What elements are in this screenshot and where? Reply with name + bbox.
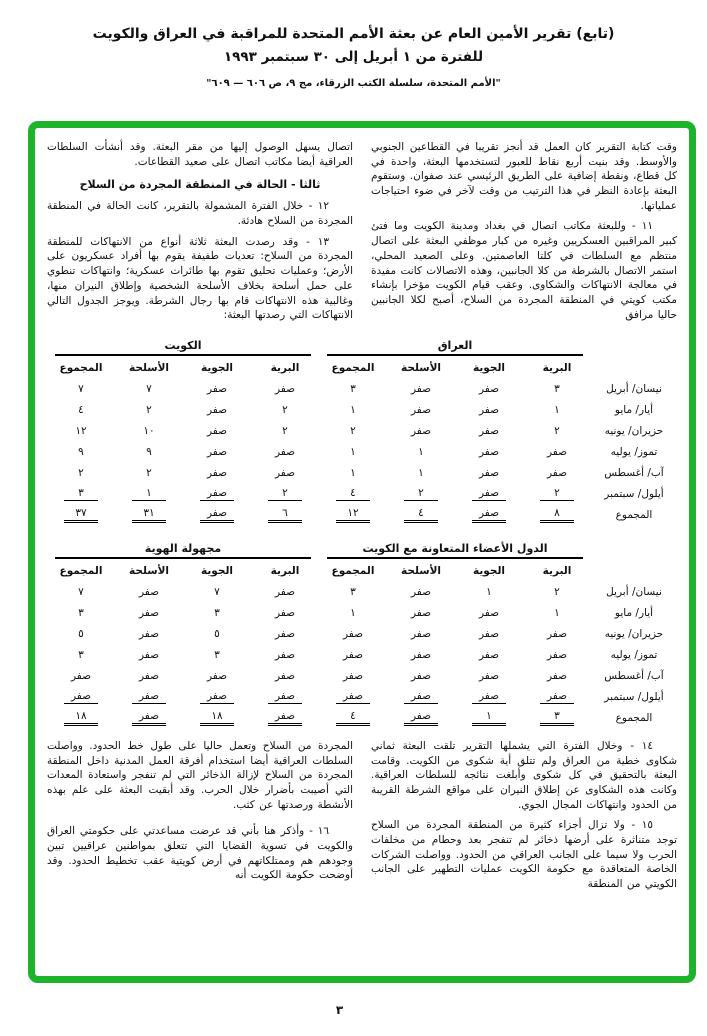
paragraph-16: ١٦ - وأذكر هنا بأني قد عرضت مساعدتي على حكومتي العراق والكويت في تسوية القضايا التي تتعلق بمواطنين عراقيين تبين وجودهم هم وممتلكاتهم في أرض كويتية عقب تخطيط الحدود. وقد أوضحت حكومة الكويت أنه [47,825,353,882]
table-cell [47,421,115,442]
cell-value: صفر [342,627,364,640]
cell-value: صفر [274,669,296,682]
table-cell [523,582,591,603]
paragraph-15: ١٥ - ولا تزال أجزاء كثيرة من المنطقة المجردة من السلاح توجد متناثرة على أرضها ذخائر لم تنفجر بعد وحطام من مخلفات الحرب ولا سيما على الجانب العراقي من الحدود. وواصلت الشركات الخاصة المتعاقدة مع حكومة الكويت عمليات التطهير على الجانب الكويتي من المنطقة [371,819,677,891]
table-cell [115,582,183,603]
cell-value: ٢ [554,585,560,598]
right-column-top [371,140,677,329]
cell-value: ١ [132,487,166,501]
table-cell [183,645,251,666]
left-column-top [47,140,353,329]
table-cell [319,582,387,603]
cell-value: ١ [350,606,356,619]
cell-value: ١ [418,445,424,458]
total-value: ٤ [336,710,370,726]
table-cell [523,645,591,666]
table-group-title-cell [47,333,319,357]
table-group-title-cell [47,536,319,560]
cell-value: صفر [132,690,166,704]
table-cell [455,624,523,645]
table-cell [251,484,319,505]
cell-value: ٣ [350,585,356,598]
month-label: تموز/ يوليه [610,649,658,662]
top-text-columns [47,140,677,329]
table-total-cell [251,708,319,729]
cell-value: صفر [410,648,432,661]
column-header: المجموع [59,361,103,374]
table-cell [387,582,455,603]
cell-value: صفر [206,669,228,682]
table-cell [47,624,115,645]
table-cell [115,421,183,442]
total-value: ٣ [540,710,574,726]
paragraph-11: ١١ - وللبعثة مكاتب اتصال في بغداد ومدينة الكويت وما فتئ كبير المراقبين العسكريين وغيره من كبار موظفي البعثة على اتصال منتظم مع السلطات في كلتا العاصمتين. وعلى الصعيد المحلي، استمر الاتصال بالشرطة من كلا الجانبين، وهذه الاتصالات كانت مفيدة في معالجة الانتهاكات والشكاوى. وعقب قيام الكويت مؤخرا بإنشاء مكتب كويتي في المنطقة المجردة من السلاح، أصبح لكلا الجانبين حاليا مرافق [371,220,677,321]
table-cell [251,379,319,400]
cell-value: صفر [478,445,500,458]
paragraph-11-continuation: اتصال يسهل الوصول إليها من مقر البعثة. وقد أنشأت السلطات العراقية أيضا مكاتب اتصال على صعيد القطاعات. [47,141,353,168]
cell-value: صفر [336,690,370,704]
table-cell [115,645,183,666]
page-number: ٣ [335,1003,344,1017]
total-value: ٣١ [132,507,166,523]
cell-value: ٤ [336,487,370,501]
cell-value: صفر [410,424,432,437]
table-cell [47,400,115,421]
cell-value: صفر [138,627,160,640]
table-cell [319,603,387,624]
cell-value: صفر [410,627,432,640]
table-group-title-cell [319,333,591,357]
cell-value: ٧ [78,382,84,395]
cell-value: ٥ [78,627,84,640]
table-cell [523,666,591,687]
table-cell [523,421,591,442]
table-cell [47,666,115,687]
table-cell [251,624,319,645]
table-total-cell [387,505,455,526]
table-cell [183,603,251,624]
table-cell [183,582,251,603]
table-cell [183,400,251,421]
table-total-cell [387,708,455,729]
cell-value: صفر [206,445,228,458]
table-cell [455,687,523,708]
table-cell [387,379,455,400]
table-cell [115,379,183,400]
table-group-title-cell [319,536,591,560]
table-cell [183,379,251,400]
table-cell [183,687,251,708]
table-cell [523,379,591,400]
cell-value: صفر [472,690,506,704]
table-total-cell [183,505,251,526]
cell-value: صفر [138,606,160,619]
table-cell [387,624,455,645]
cell-value: صفر [546,648,568,661]
cell-value: صفر [404,690,438,704]
table-cell [455,666,523,687]
cell-value: صفر [70,669,92,682]
table-cell [387,645,455,666]
table-cell [523,442,591,463]
table-cell [319,645,387,666]
table-cell [183,421,251,442]
cell-value: ٧ [146,382,152,395]
table-cell [183,442,251,463]
left-column-bottom [47,739,353,898]
cell-value: ١ [486,585,492,598]
cell-value: صفر [472,487,506,501]
cell-value: ١ [418,466,424,479]
column-header: الأسلحة [129,361,169,374]
month-column-spacer [591,333,677,357]
violations-table-iraq-kuwait [47,333,677,526]
table-group-title: مجهولة الهوية [55,542,311,559]
table-cell [455,421,523,442]
table-cell [455,400,523,421]
cell-value: ٣ [64,487,98,501]
month-label: حزيران/ يونيه [604,628,664,641]
table-group-title: العراق [327,339,583,356]
table-total-cell [319,505,387,526]
cell-value: ٢ [146,466,152,479]
cell-value: ١٢ [75,424,87,437]
cell-value: صفر [410,382,432,395]
cell-value: ٢ [146,403,152,416]
column-header: البرية [542,361,572,374]
paragraph-10-continuation: وقت كتابة التقرير كان العمل قد أنجز تقريبا في القطاعين الجنوبي والأوسط. وقد بنيت أربع نقاط للعبور لتستخدمها البعثة، واحدة في كل قطاع، ونقطة إضافية على الطريق الرئيسي عند صفوان. وستقوم البعثة بإعادة النظر في هذا الترتيب من وقت لآخر في ضوء احتياجات عملياتها. [371,141,677,212]
table-cell [523,687,591,708]
cell-value: صفر [274,382,296,395]
cell-value: ٢ [282,424,288,437]
table-cell [251,582,319,603]
section-heading-third: ثالثا - الحالة في المنطقة المجردة من السلاح [79,178,321,192]
table-cell [319,484,387,505]
table-cell [47,645,115,666]
table-cell [47,463,115,484]
month-label: نيسان/ أبريل [606,586,662,599]
table-total-cell [455,708,523,729]
table-cell [387,421,455,442]
column-header: الجوية [472,361,505,374]
cell-value: صفر [274,585,296,598]
table-cell [115,666,183,687]
cell-value: صفر [546,627,568,640]
total-row-label: المجموع [615,712,653,725]
table-cell [251,687,319,708]
table-cell [319,624,387,645]
cell-value: صفر [200,487,234,501]
table-cell [387,463,455,484]
cell-value: صفر [540,690,574,704]
table-cell [455,582,523,603]
table-cell [387,442,455,463]
total-value: ٨ [540,507,574,523]
table-cell [183,484,251,505]
table-cell [387,687,455,708]
cell-value: صفر [410,585,432,598]
cell-value: صفر [268,690,302,704]
cell-value: صفر [342,669,364,682]
table-cell [251,463,319,484]
cell-value: صفر [274,445,296,458]
table-cell [319,463,387,484]
month-column-spacer [591,560,677,582]
table-cell [455,484,523,505]
cell-value: صفر [410,403,432,416]
paragraph-15-continuation: المجردة من السلاح وتعمل حاليا على طول خط الحدود. وواصلت السلطات العراقية أيضا استخدام أفرقة العمل المدنية داخل المنطقة المجردة من السلاح لإزالة الذخائر التي لم تنفجر واستعادة المعدات التي أصيبت بأضرار خلال الحرب. وقد أبقيت البعثة على علم بهذه الأنشطة ورصدتها عن كثب. [47,739,353,811]
cell-value: ٧ [78,585,84,598]
table-total-cell [455,505,523,526]
table-cell [319,379,387,400]
cell-value: ٢ [282,403,288,416]
cell-value: ٣ [78,648,84,661]
cell-value: صفر [410,669,432,682]
column-header: الجوية [472,564,505,577]
cell-value: صفر [206,424,228,437]
month-label: أيار/ مايو [614,404,654,417]
report-title-line1: (تابع) تقرير الأمين العام عن بعثة الأمم المتحدة للمراقبة في العراق والكويت [92,26,615,42]
table-cell [319,421,387,442]
table-group-title: الدول الأعضاء المتعاونة مع الكويت [327,542,583,559]
right-column-bottom [371,739,677,898]
table-total-cell [523,505,591,526]
table-cell [319,442,387,463]
column-header: الأسلحة [401,361,441,374]
cell-value: ٣ [214,648,220,661]
table-cell [115,484,183,505]
cell-value: صفر [274,606,296,619]
total-value: ٦ [268,507,302,523]
violations-table-member-states-unidentified [47,536,677,729]
month-label: أيار/ مايو [614,607,654,620]
table-cell [251,442,319,463]
cell-value: صفر [478,403,500,416]
column-header: الأسلحة [129,564,169,577]
column-header: البرية [270,564,300,577]
table-cell [387,400,455,421]
cell-value: صفر [342,648,364,661]
table-cell [115,624,183,645]
table-cell [183,624,251,645]
cell-value: صفر [138,648,160,661]
column-header: الجوية [200,564,233,577]
paragraph-12: ١٢ - خلال الفترة المشمولة بالتقرير، كانت الحالة في المنطقة المجردة من السلاح هادئة. [47,200,353,228]
total-value: ١ [472,710,506,726]
table-cell [47,379,115,400]
green-border-frame [28,121,696,983]
table-cell [523,484,591,505]
cell-value: صفر [546,445,568,458]
document-header [0,26,707,89]
column-header: البرية [270,361,300,374]
cell-value: صفر [478,382,500,395]
cell-value: ١٠ [143,424,155,437]
cell-value: صفر [478,627,500,640]
report-period-line: للفترة من ١ أبريل إلى ٣٠ سبتمبر ١٩٩٣ [223,49,484,65]
table-cell [387,603,455,624]
table-cell [523,463,591,484]
table-cell [319,687,387,708]
table-cell [115,463,183,484]
table-cell [523,624,591,645]
paragraph-14: ١٤ - وخلال الفترة التي يشملها التقرير تلقت البعثة ثماني شكاوى خطية من العراق ولم تتلق أية شكوى من الكويت. وقامت البعثة بالتحقيق في كل شكوى وأبلغت نتائجه للسلطات العراقية. وكانت هذه الشكاوى عن إطلاق النيران على مواقع الشرطة القريبة من الحدود وانتهاكات المجال الجوي. [371,739,677,811]
cell-value: صفر [206,382,228,395]
table-cell [319,400,387,421]
table-total-cell [523,708,591,729]
cell-value: ١ [350,403,356,416]
table-total-cell [47,505,115,526]
cell-value: ٢ [350,424,356,437]
table-total-cell [251,505,319,526]
table-total-cell [115,505,183,526]
table-cell [115,400,183,421]
source-citation: "الأمم المتحدة، سلسلة الكتب الزرقاء، مج ٩، ص ٦٠٦ — ٦٠٩" [206,78,501,89]
total-value: صفر [472,507,506,523]
cell-value: صفر [274,627,296,640]
month-label: أيلول/ سبتمبر [604,691,664,704]
table-cell [455,645,523,666]
table-cell [455,603,523,624]
table-cell [387,666,455,687]
table-cell [319,666,387,687]
total-value: ١٢ [336,507,370,523]
cell-value: ٢ [78,466,84,479]
cell-value: صفر [206,466,228,479]
month-label: نيسان/ أبريل [606,383,662,396]
table-cell [183,666,251,687]
table-cell [47,603,115,624]
table-cell [115,687,183,708]
month-column-spacer [591,536,677,560]
table-total-cell [183,708,251,729]
month-label: آب/ أغسطس [604,467,664,480]
cell-value: ٣ [78,606,84,619]
cell-value: صفر [410,606,432,619]
cell-value: ٢ [540,487,574,501]
table-cell [251,400,319,421]
table-cell [47,484,115,505]
column-header: الجوية [200,361,233,374]
cell-value: صفر [478,669,500,682]
month-column-spacer [591,357,677,379]
cell-value: صفر [274,466,296,479]
column-header: الأسلحة [401,564,441,577]
cell-value: ٩ [78,445,84,458]
cell-value: صفر [206,403,228,416]
cell-value: ٢ [404,487,438,501]
cell-value: صفر [138,669,160,682]
cell-value: صفر [64,690,98,704]
cell-value: ٧ [214,585,220,598]
table-total-cell [115,708,183,729]
total-value: ٤ [404,507,438,523]
table-cell [523,603,591,624]
total-row-label: المجموع [615,509,653,522]
table-total-cell [47,708,115,729]
cell-value: ٢ [554,424,560,437]
column-header: المجموع [331,361,375,374]
column-header: المجموع [331,564,375,577]
cell-value: ١ [350,445,356,458]
table-cell [47,582,115,603]
cell-value: ١ [554,403,560,416]
month-label: تموز/ يوليه [610,446,658,459]
cell-value: صفر [274,648,296,661]
table-cell [115,603,183,624]
table-cell [251,603,319,624]
total-value: صفر [268,710,302,726]
table-cell [455,463,523,484]
cell-value: ١ [350,466,356,479]
cell-value: صفر [478,424,500,437]
cell-value: صفر [478,466,500,479]
table-cell [251,421,319,442]
cell-value: ٩ [146,445,152,458]
column-header: المجموع [59,564,103,577]
total-value: ٣٧ [64,507,98,523]
paragraph-13: ١٣ - وقد رصدت البعثة ثلاثة أنواع من الانتهاكات للمنطقة المجردة من السلاح: تعديات طفيفة يقوم بها أفراد عسكريون على الأرض؛ وعمليات تحليق تقوم بها طائرات عسكرية؛ وانتهاكات تنطوي على حمل أسلحة بخلاف الأسلحة الشخصية وإطلاق النيران منها، وغالبية هذه الانتهاكات قام بها رجال الشرطة. ويوجز الجدول التالي الانتهاكات التي رصدتها البعثة: [47,235,353,322]
total-value: صفر [404,710,438,726]
cell-value: صفر [478,648,500,661]
bottom-text-columns [47,739,677,898]
table-cell [387,484,455,505]
cell-value: صفر [200,690,234,704]
cell-value: ٢ [268,487,302,501]
cell-value: ٥ [214,627,220,640]
month-label: حزيران/ يونيه [604,425,664,438]
table-total-cell [319,708,387,729]
table-cell [455,379,523,400]
total-value: ١٨ [200,710,234,726]
cell-value: صفر [546,669,568,682]
cell-value: ٤ [78,403,84,416]
table-cell [47,442,115,463]
month-label: آب/ أغسطس [604,670,664,683]
table-group-title: الكويت [55,339,311,356]
cell-value: ٣ [554,382,560,395]
cell-value: صفر [138,585,160,598]
table-cell [251,645,319,666]
table-cell [455,442,523,463]
table-cell [523,400,591,421]
total-value: صفر [132,710,166,726]
cell-value: ٣ [214,606,220,619]
total-value: صفر [200,507,234,523]
table-cell [47,687,115,708]
cell-value: صفر [478,606,500,619]
table-cell [183,463,251,484]
cell-value: ٣ [350,382,356,395]
cell-value: ١ [554,606,560,619]
cell-value: صفر [546,466,568,479]
table-cell [251,666,319,687]
month-label: أيلول/ سبتمبر [604,488,664,501]
column-header: البرية [542,564,572,577]
table-cell [115,442,183,463]
total-value: ١٨ [64,710,98,726]
